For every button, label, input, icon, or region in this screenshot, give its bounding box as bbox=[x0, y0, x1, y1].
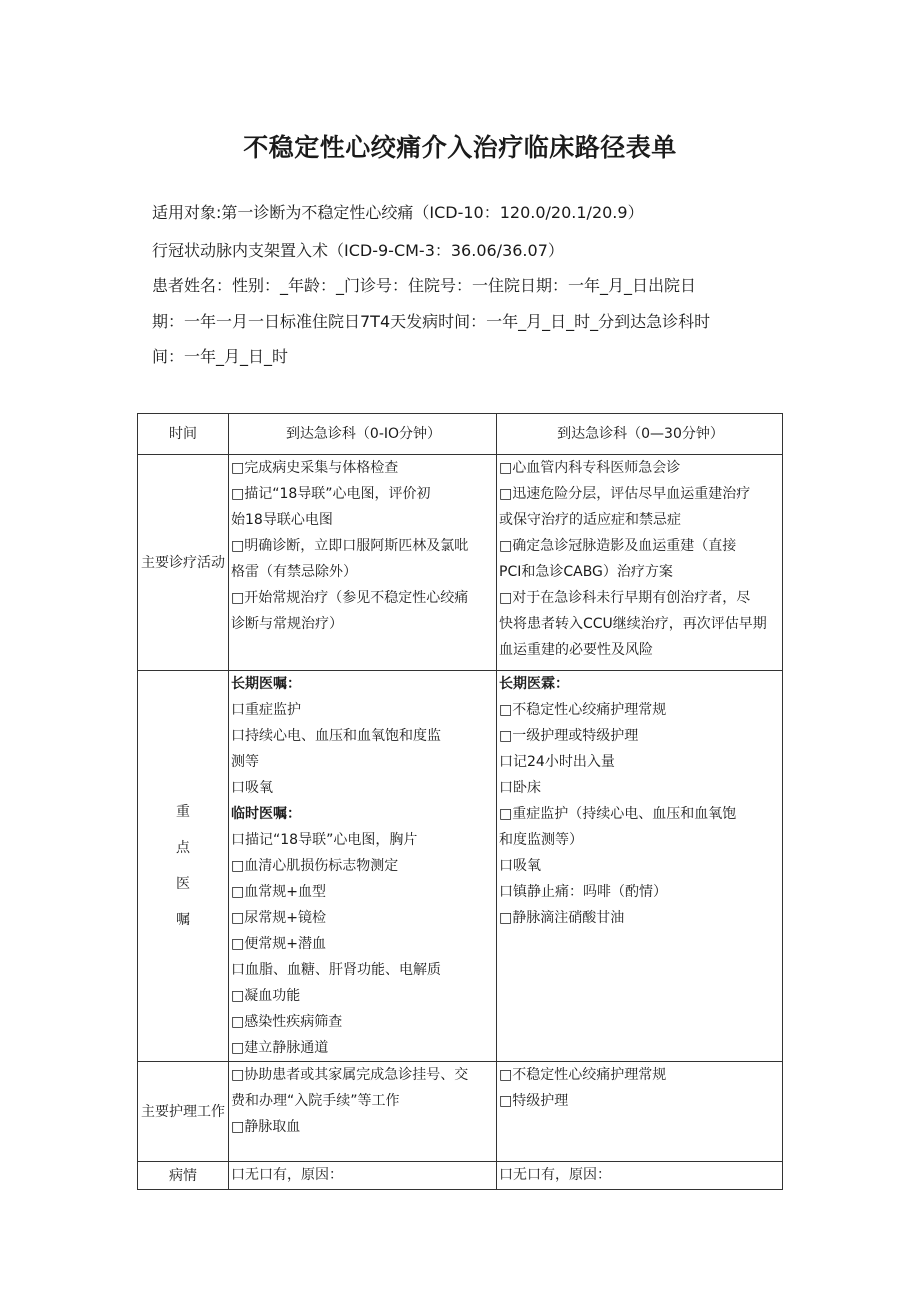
list-item: PCI和急诊CABG）治疗方案 bbox=[499, 564, 673, 580]
list-item: 诊断与常规治疗） bbox=[231, 616, 343, 632]
list-item: □特级护理 bbox=[499, 1093, 569, 1109]
list-item: □重症监护（持续心电、血压和血氧饱 bbox=[499, 806, 737, 822]
info-line-2: 行冠状动脉内支架置入术（ICD-9-CM-3：36.06/36.07） bbox=[152, 241, 564, 260]
list-item: □静脉取血 bbox=[231, 1119, 301, 1135]
nursing-row bbox=[138, 1062, 783, 1162]
list-item: □心血管内科专科医师急会诊 bbox=[499, 460, 681, 476]
list-item: □尿常规+镜检 bbox=[231, 910, 326, 926]
list-item: 口血脂、血糖、肝肾功能、电解质 bbox=[231, 962, 441, 978]
list-item: □不稳定性心绞痛护理常规 bbox=[499, 1067, 667, 1083]
list-item: □血清心肌损伤标志物测定 bbox=[231, 858, 399, 874]
nursing-label: 主要护理工作 bbox=[138, 1062, 229, 1162]
condition-col-2: 口无口有，原因： bbox=[497, 1162, 783, 1190]
header-time: 时间 bbox=[138, 414, 229, 455]
list-item: 口记24小时出入量 bbox=[499, 754, 615, 770]
list-item: 和度监测等） bbox=[499, 832, 583, 848]
info-line-5: 间：一年_月_日_时 bbox=[152, 347, 289, 366]
orders-col-1 bbox=[229, 671, 497, 1062]
activities-row bbox=[138, 455, 783, 671]
temporary-orders-title: 临时医嘱： bbox=[231, 806, 301, 822]
long-term-orders-title: 长期医嘱： bbox=[231, 676, 301, 692]
orders-label bbox=[138, 671, 229, 1062]
orders-label-char: 嘱 bbox=[176, 912, 190, 928]
orders-label-char: 重 bbox=[176, 804, 190, 820]
list-item: □一级护理或特级护理 bbox=[499, 728, 639, 744]
activities-col-1 bbox=[229, 455, 497, 671]
pathway-table bbox=[137, 413, 783, 1190]
page-title: 不稳定性心绞痛介入治疗临床路径表单 bbox=[243, 133, 677, 162]
list-item: 口镇静止痛：吗啡（酌情） bbox=[499, 884, 667, 900]
activities-col-2 bbox=[497, 455, 783, 671]
orders-label-char: 点 bbox=[176, 840, 190, 856]
list-item: □开始常规治疗（参见不稳定性心绞痛 bbox=[231, 590, 469, 606]
list-item: □凝血功能 bbox=[231, 988, 301, 1004]
list-item: 口卧床 bbox=[499, 780, 541, 796]
list-item: □完成病史采集与体格检查 bbox=[231, 460, 399, 476]
list-item: 口吸氧 bbox=[499, 858, 541, 874]
condition-col-1: 口无口有，原因： bbox=[229, 1162, 497, 1190]
list-item: 快将患者转入CCU继续治疗，再次评估早期 bbox=[499, 616, 767, 632]
condition-row bbox=[138, 1162, 783, 1190]
activities-label: 主要诊疗活动 bbox=[138, 455, 229, 671]
list-item: □建立静脉通道 bbox=[231, 1040, 329, 1056]
orders-col-2 bbox=[497, 671, 783, 1062]
list-item: 测等 bbox=[231, 754, 259, 770]
info-line-1: 适用对象:第一诊断为不稳定性心绞痛（ICD-10：120.0/20.1/20.9） bbox=[152, 203, 644, 222]
list-item: 口描记“18导联”心电图，胸片 bbox=[231, 832, 418, 848]
list-item: □迅速危险分层，评估尽早血运重建治疗 bbox=[499, 486, 751, 502]
condition-label: 病情 bbox=[138, 1162, 229, 1190]
list-item: 或保守治疗的适应症和禁忌症 bbox=[499, 512, 681, 528]
orders-row bbox=[138, 671, 783, 1062]
list-item: □对于在急诊科未行早期有创治疗者，尽 bbox=[499, 590, 751, 606]
list-item: □感染性疾病筛查 bbox=[231, 1014, 343, 1030]
list-item: 口吸氧 bbox=[231, 780, 273, 796]
list-item: 始18导联心电图 bbox=[231, 512, 333, 528]
list-item: □便常规+潜血 bbox=[231, 936, 326, 952]
info-line-3: 患者姓名：性别：_年龄：_门诊号：住院号：一住院日期：一年_月_日出院日 bbox=[152, 276, 697, 295]
list-item: □协助患者或其家属完成急诊挂号、交 bbox=[231, 1067, 469, 1083]
list-item: 口重症监护 bbox=[231, 702, 301, 718]
list-item: 血运重建的必要性及风险 bbox=[499, 642, 653, 658]
list-item: □不稳定性心绞痛护理常规 bbox=[499, 702, 667, 718]
header-col-2: 到达急诊科（0—30分钟） bbox=[497, 414, 783, 455]
list-item: □静脉滴注硝酸甘油 bbox=[499, 910, 625, 926]
list-item: 口持续心电、血压和血氧饱和度监 bbox=[231, 728, 441, 744]
long-term-orders-title: 长期医霖： bbox=[499, 676, 569, 692]
nursing-col-1 bbox=[229, 1062, 497, 1162]
header-col-1: 到达急诊科（0-IO分钟） bbox=[229, 414, 497, 455]
nursing-col-2 bbox=[497, 1062, 783, 1162]
list-item: 费和办理“入院手续”等工作 bbox=[231, 1093, 400, 1109]
list-item: □明确诊断，立即口服阿斯匹林及氯吡 bbox=[231, 538, 469, 554]
list-item: 格雷（有禁忌除外） bbox=[231, 564, 357, 580]
list-item: □血常规+血型 bbox=[231, 884, 326, 900]
orders-label-char: 医 bbox=[176, 876, 190, 892]
list-item: □描记“18导联”心电图，评价初 bbox=[231, 486, 431, 502]
list-item: □确定急诊冠脉造影及血运重建（直接 bbox=[499, 538, 737, 554]
header-row bbox=[138, 414, 783, 455]
info-line-4: 期：一年一月一日标准住院日7T4天发病时间：一年_月_日_时_分到达急诊科时 bbox=[152, 312, 711, 331]
